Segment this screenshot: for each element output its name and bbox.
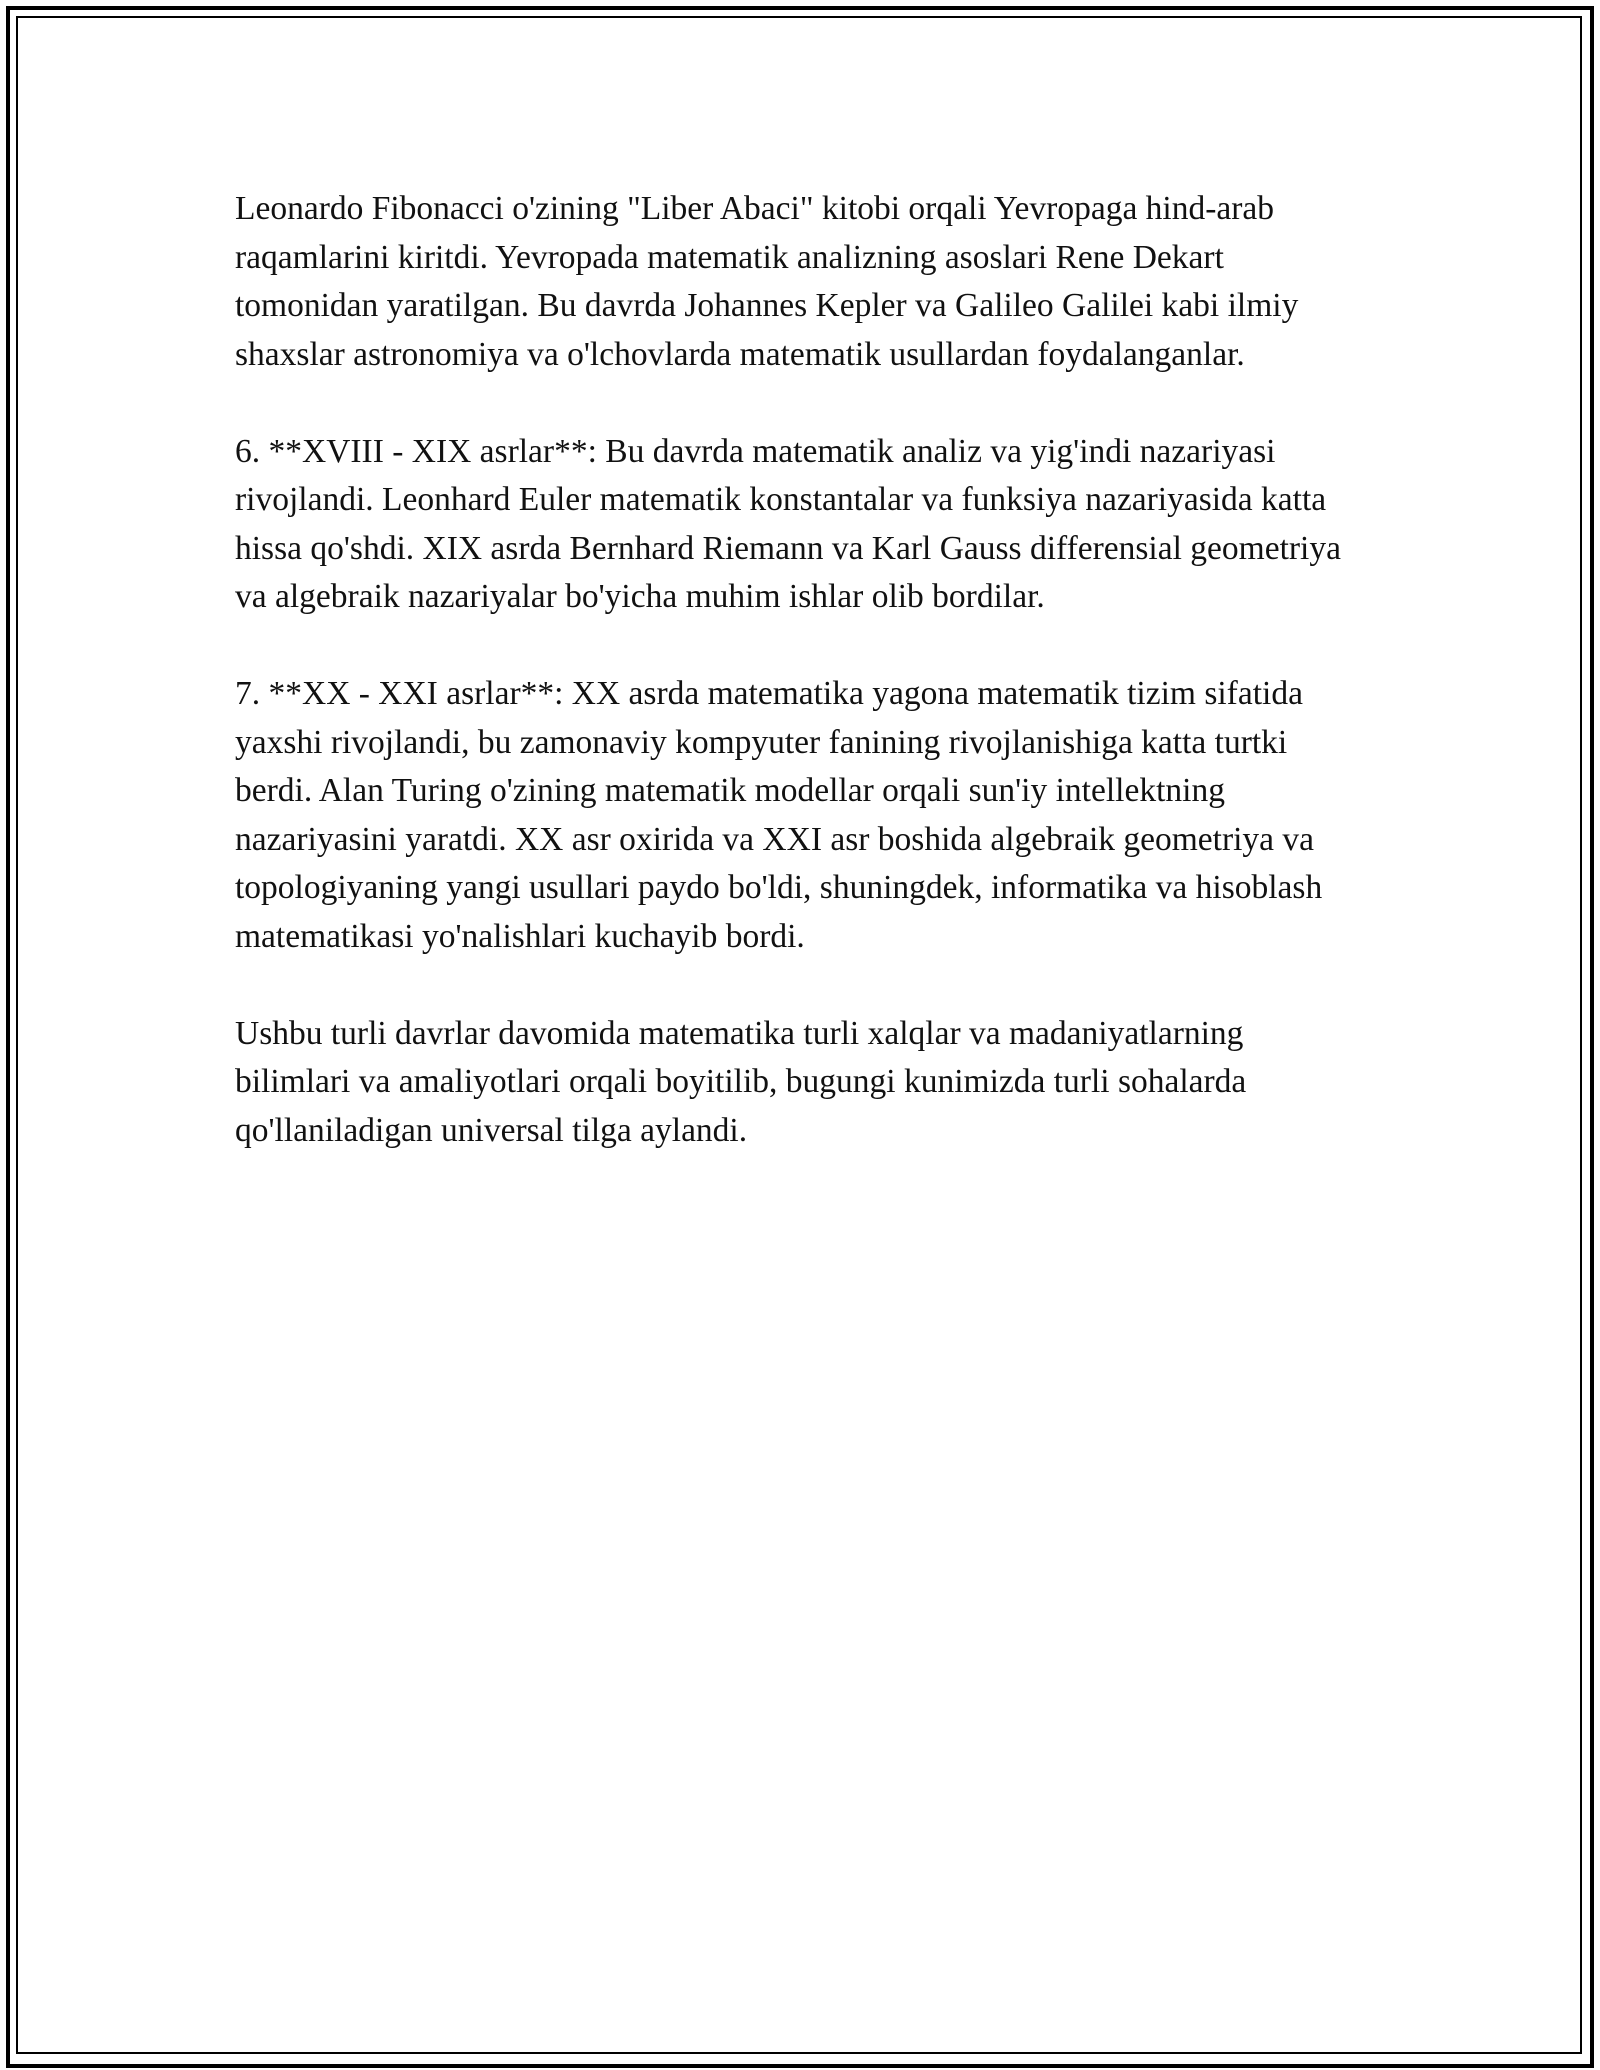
document-body	[235, 185, 1365, 1204]
paragraph-conclusion: Ushbu turli davrlar davomida matematika turli xalqlar va madaniyatlarning bilimlari va amaliyotlari orqali boyitilib, bugungi kunimizda turli sohalarda qo'llaniladigan universal tilga aylandi.	[235, 1014, 1247, 1149]
paragraph-section-6: 6. **XVIII - XIX asrlar**: Bu davrda matematik analiz va yig'indi nazariyasi rivojlandi. Leonhard Euler matematik konstantalar va funksiya nazariyasida katta hissa qo'shdi. XIX asrda Bernhard Riemann va Karl Gauss differensial geometriya va algebraik nazariyalar bo'yicha muhim ishlar olib bordilar.	[235, 432, 1341, 615]
paragraph-section-7: 7. **XX - XXI asrlar**: XX asrda matematika yagona matematik tizim sifatida yaxshi rivojlandi, bu zamonaviy kompyuter fanining rivojlanishiga katta turtki berdi. Alan Turing o'zining matematik modellar orqali sun'iy intellektning nazariyasini yaratdi. XX asr oxirida va XXI asr boshida algebraik geometriya va topologiyaning yangi usullari paydo bo'ldi, shuningdek, informatika va hisoblash matematikasi yo'nalishlari kuchayib bordi.	[235, 675, 1323, 955]
paragraph-intro: Leonardo Fibonacci o'zining "Liber Abaci" kitobi orqali Yevropaga hind-arab raqamlarini kiritdi. Yevropada matematik analizning asoslari Rene Dekart tomonidan yaratilgan. Bu davrda Johannes Kepler va Galileo Galilei kabi ilmiy shaxslar astronomiya va o'lchovlarda matematik usullardan foydalanganlar.	[235, 190, 1299, 373]
